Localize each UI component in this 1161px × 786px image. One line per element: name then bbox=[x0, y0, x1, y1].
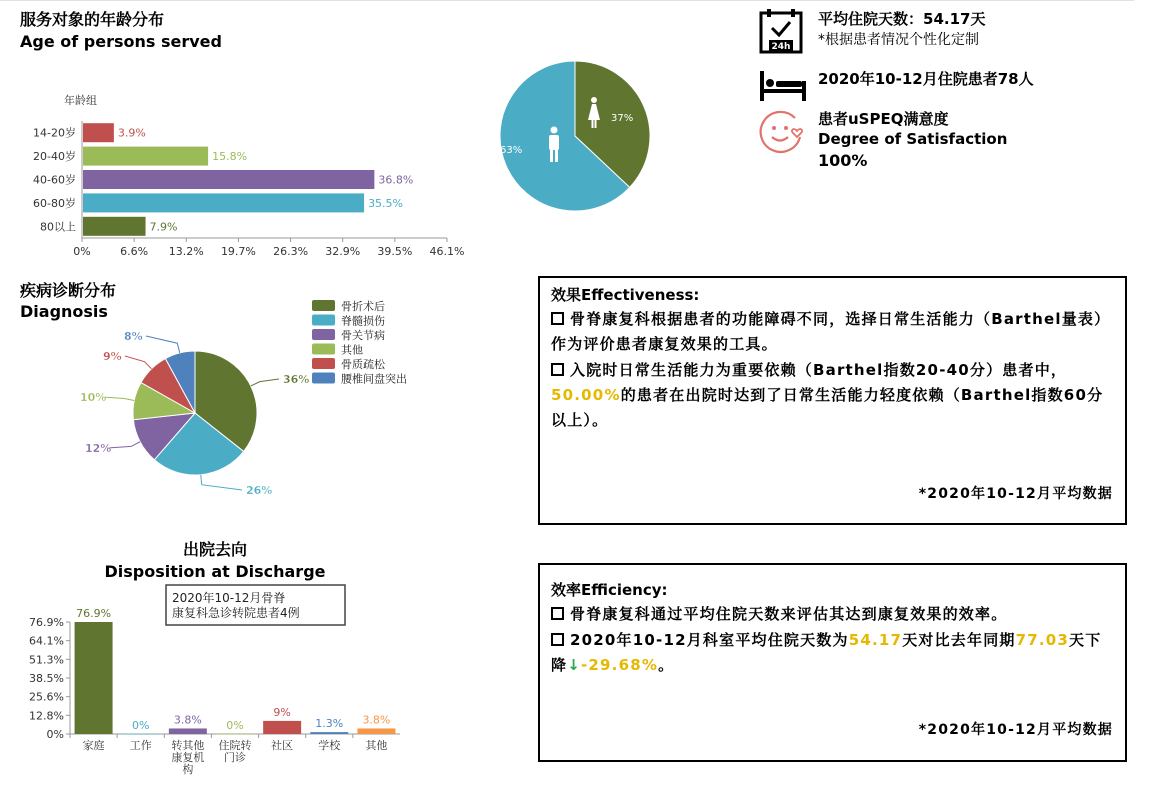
diagnosis-legend-swatch bbox=[312, 358, 335, 369]
discharge-category-label: 康复机 bbox=[171, 751, 205, 764]
age-x-tick-label: 6.6% bbox=[120, 245, 149, 258]
discharge-bar bbox=[122, 734, 160, 735]
age-bar bbox=[83, 123, 114, 142]
age-axis-label: 年龄组 bbox=[64, 94, 97, 107]
efficiency-item-2-text-d: 。 bbox=[658, 656, 675, 674]
discharge-category-label: 门诊 bbox=[224, 751, 246, 764]
discharge-y-tick-label: 12.8% bbox=[29, 709, 64, 723]
avg-stay-note: *根据患者情况个性化定制 bbox=[818, 32, 979, 48]
discharge-category-label: 社区 bbox=[271, 739, 294, 752]
discharge-value-label: 3.8% bbox=[173, 713, 202, 727]
discharge-bar bbox=[310, 732, 348, 734]
discharge-bar bbox=[169, 728, 207, 734]
efficiency-item-2-text-b: 天对比去年同期 bbox=[902, 631, 1016, 649]
diagnosis-value-label: 10% bbox=[80, 391, 107, 404]
discharge-value-label: 0% bbox=[226, 719, 244, 732]
effectiveness-item-2-text-b: 的患者在出院时达到了日常生活能力轻度依赖（Barthel指数60分以上）。 bbox=[551, 386, 1104, 429]
discharge-y-tick-label: 64.1% bbox=[29, 634, 64, 648]
female-percent-label: 37% bbox=[611, 113, 634, 124]
age-x-tick-label: 26.3% bbox=[273, 245, 309, 258]
age-x-tick-label: 39.5% bbox=[377, 245, 413, 258]
satisfaction-cn: 患者uSPEQ满意度 bbox=[818, 110, 949, 128]
checkbox-icon bbox=[551, 633, 564, 646]
diagnosis-leader-line bbox=[201, 475, 242, 490]
age-bar bbox=[83, 217, 146, 236]
discharge-category-label: 构 bbox=[182, 763, 194, 776]
age-value-label: 3.9% bbox=[117, 126, 146, 140]
efficiency-item-2-text-c: 天下降 bbox=[551, 631, 1102, 674]
efficiency-highlight-days: 54.17 bbox=[848, 631, 903, 649]
discharge-value-label: 9% bbox=[273, 705, 291, 719]
diagnosis-legend-swatch bbox=[312, 373, 335, 384]
diagnosis-legend-label: 其他 bbox=[341, 343, 363, 357]
diagnosis-pie-chart bbox=[0, 280, 480, 520]
diagnosis-legend-swatch bbox=[312, 300, 335, 311]
discharge-category-label: 家庭 bbox=[82, 739, 105, 752]
satisfaction-value: 100% bbox=[818, 151, 868, 170]
diagnosis-legend-label: 骨折术后 bbox=[341, 300, 385, 313]
discharge-value-label: 1.3% bbox=[315, 717, 344, 731]
discharge-bar-chart bbox=[0, 530, 420, 786]
discharge-category-label: 工作 bbox=[129, 739, 152, 752]
diagnosis-value-label: 36% bbox=[283, 373, 310, 386]
diagnosis-legend-swatch bbox=[312, 344, 335, 355]
diagnosis-leader-line bbox=[146, 336, 180, 353]
efficiency-title: 效率Efficiency: bbox=[551, 581, 668, 599]
discharge-title: 出院去向 bbox=[182, 540, 248, 559]
age-category-label: 40-60岁 bbox=[33, 173, 76, 187]
diagnosis-legend-label: 脊髓损伤 bbox=[341, 314, 385, 328]
discharge-bar bbox=[216, 734, 254, 735]
diagnosis-legend-label: 腰椎间盘突出 bbox=[341, 372, 407, 386]
age-value-label: 15.8% bbox=[212, 150, 248, 164]
discharge-value-label: 3.8% bbox=[362, 713, 391, 727]
diagnosis-leader-line bbox=[107, 442, 140, 448]
discharge-bar bbox=[357, 728, 395, 734]
checkbox-icon bbox=[551, 312, 564, 325]
avg-stay-text: 平均住院天数：54.17天 bbox=[818, 10, 986, 28]
efficiency-note: *2020年10-12月平均数据 bbox=[918, 722, 1113, 738]
discharge-category-label: 转其他 bbox=[171, 739, 205, 752]
discharge-y-tick-label: 38.5% bbox=[29, 672, 64, 685]
efficiency-box bbox=[538, 563, 1127, 762]
calendar-24h-icon bbox=[759, 8, 803, 54]
discharge-y-tick-label: 51.3% bbox=[29, 653, 64, 667]
age-x-tick-label: 32.9% bbox=[325, 245, 361, 258]
discharge-category-label: 住院转 bbox=[218, 739, 252, 752]
age-bar bbox=[83, 193, 364, 212]
patients-count-text: 2020年10-12月住院患者78人 bbox=[818, 70, 1034, 88]
hospital-bed-icon bbox=[759, 70, 807, 102]
diagnosis-value-label: 9% bbox=[103, 350, 122, 363]
discharge-y-tick-label: 25.6% bbox=[29, 690, 64, 704]
discharge-y-tick-label: 0% bbox=[46, 728, 64, 741]
diagnosis-leader-line bbox=[102, 397, 134, 401]
discharge-annotation-line-1: 2020年10-12月骨脊 bbox=[172, 591, 286, 605]
smiley-heart-icon bbox=[759, 109, 805, 155]
age-category-label: 60-80岁 bbox=[33, 196, 76, 210]
diagnosis-legend-label: 骨质疏松 bbox=[341, 358, 385, 371]
age-value-label: 7.9% bbox=[149, 220, 178, 234]
efficiency-item-2 bbox=[551, 628, 1111, 678]
effectiveness-title: 效果Effectiveness: bbox=[551, 286, 700, 304]
effectiveness-highlight: 50.00% bbox=[551, 386, 621, 404]
discharge-value-label: 0% bbox=[131, 719, 150, 732]
top-divider bbox=[0, 0, 1134, 1]
efficiency-item-1 bbox=[551, 602, 1111, 627]
male-percent-label: 63% bbox=[500, 145, 523, 156]
efficiency-item-2-text-a: 2020年10-12月科室平均住院天数为 bbox=[570, 631, 849, 649]
effectiveness-item-1 bbox=[551, 307, 1111, 357]
discharge-bar bbox=[75, 622, 113, 734]
age-x-tick-label: 13.2% bbox=[168, 245, 204, 258]
efficiency-highlight-lastyear: 77.03 bbox=[1015, 631, 1070, 649]
discharge-category-label: 其他 bbox=[365, 739, 388, 752]
diagnosis-value-label: 26% bbox=[246, 484, 273, 497]
effectiveness-note: *2020年10-12月平均数据 bbox=[918, 486, 1113, 502]
age-x-tick-label: 0% bbox=[73, 245, 91, 258]
discharge-y-tick-label: 76.9% bbox=[29, 616, 64, 629]
diag-title-en: Diagnosis bbox=[20, 302, 108, 321]
age-title-cn: 服务对象的年龄分布 bbox=[20, 10, 165, 29]
age-bar-chart bbox=[0, 85, 480, 260]
age-category-label: 20-40岁 bbox=[33, 150, 76, 164]
icon-24h-label: 24h bbox=[771, 42, 791, 52]
effectiveness-item-2 bbox=[551, 358, 1111, 433]
age-bar bbox=[83, 170, 374, 189]
age-x-tick-label: 46.1% bbox=[429, 245, 465, 258]
gender-pie-chart bbox=[490, 50, 670, 230]
efficiency-arrow: ↓ bbox=[567, 656, 581, 674]
effectiveness-box bbox=[538, 276, 1127, 525]
age-bar bbox=[83, 147, 208, 166]
age-category-label: 14-20岁 bbox=[33, 126, 76, 140]
discharge-bar bbox=[263, 721, 301, 734]
discharge-subtitle: Disposition at Discharge bbox=[104, 562, 326, 581]
age-value-label: 36.8% bbox=[378, 173, 414, 187]
effectiveness-item-1-text: 骨脊康复科根据患者的功能障碍不同，选择日常生活能力（Barthel量表）作为评价患者康复效果的工具。 bbox=[551, 310, 1111, 353]
discharge-category-label: 学校 bbox=[318, 739, 341, 752]
age-category-label: 80以上 bbox=[40, 220, 76, 234]
age-title-en: Age of persons served bbox=[20, 32, 222, 51]
checkbox-icon bbox=[551, 607, 564, 620]
diagnosis-leader-line bbox=[251, 379, 279, 386]
diagnosis-value-label: 8% bbox=[124, 330, 143, 343]
efficiency-highlight-drop: -29.68% bbox=[580, 656, 659, 674]
age-x-tick-label: 19.7% bbox=[220, 245, 256, 258]
discharge-annotation-line-2: 康复科急诊转院患者4例 bbox=[172, 606, 300, 620]
satisfaction-en: Degree of Satisfaction bbox=[818, 130, 1008, 148]
diagnosis-legend-swatch bbox=[312, 329, 335, 340]
age-value-label: 35.5% bbox=[368, 196, 404, 210]
discharge-value-label: 76.9% bbox=[76, 607, 112, 620]
effectiveness-item-2-text-a: 入院时日常生活能力为重要依赖（Barthel指数20-40分）患者中， bbox=[570, 361, 1068, 379]
diag-title-cn: 疾病诊断分布 bbox=[20, 281, 117, 300]
diagnosis-leader-line bbox=[125, 356, 152, 369]
efficiency-item-1-text: 骨脊康复科通过平均住院天数来评估其达到康复效果的效率。 bbox=[570, 605, 1008, 623]
diagnosis-legend-swatch bbox=[312, 315, 335, 326]
diagnosis-value-label: 12% bbox=[85, 442, 112, 455]
diagnosis-legend-label: 骨关节病 bbox=[341, 329, 385, 342]
checkbox-icon bbox=[551, 363, 564, 376]
